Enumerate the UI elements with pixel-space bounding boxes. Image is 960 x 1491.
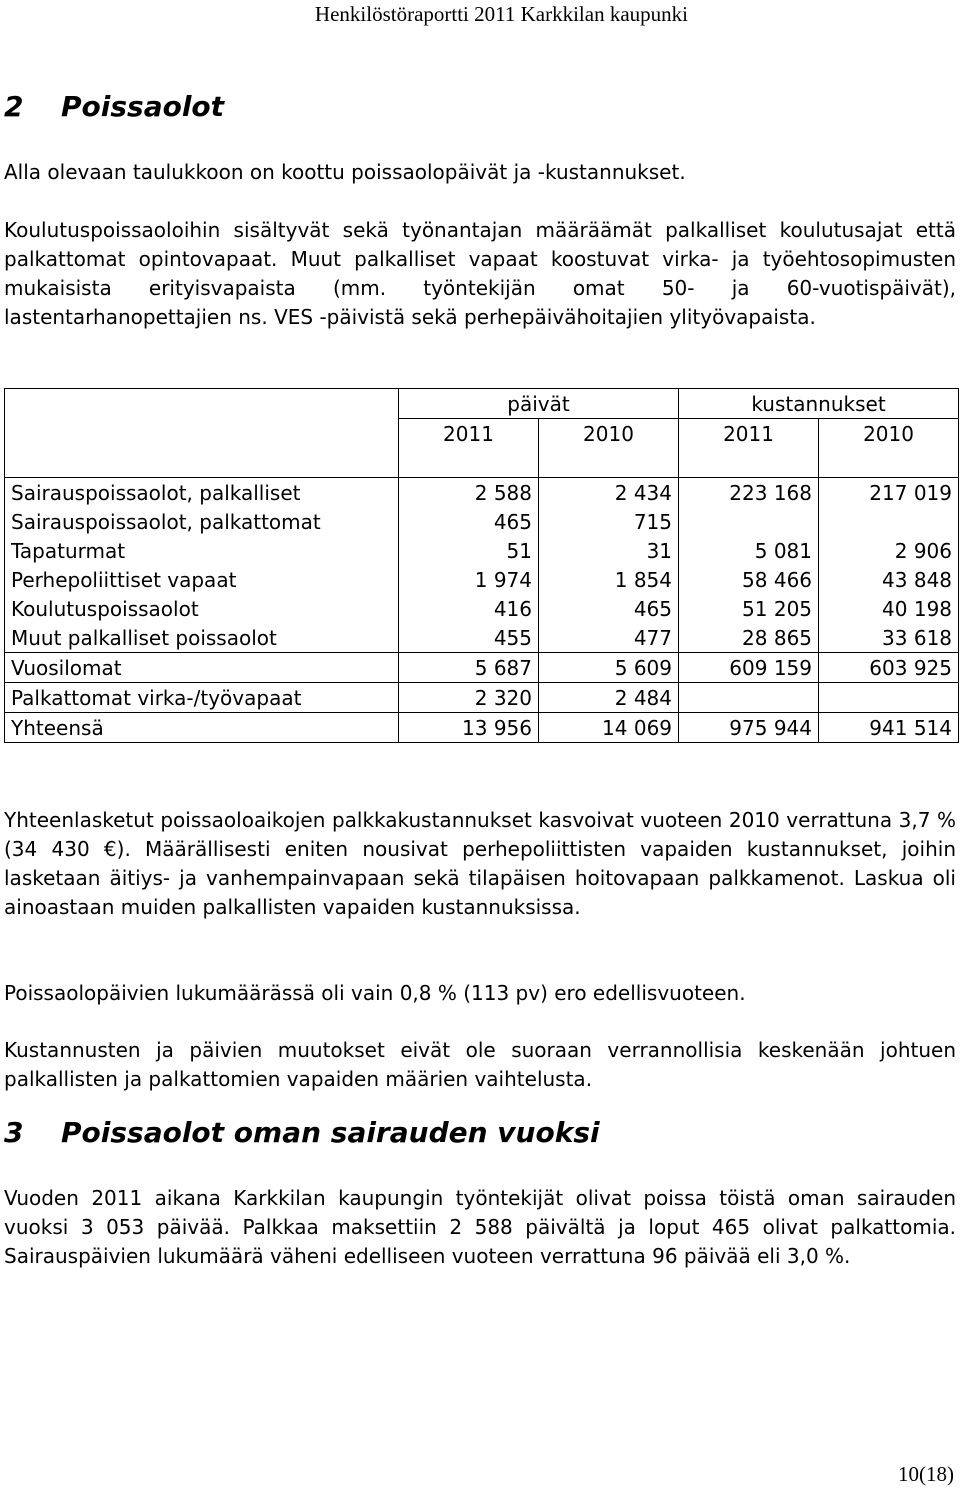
intro-paragraph: Alla olevaan taulukkoon on koottu poissaolopäivät ja -kustannukset. bbox=[4, 160, 686, 184]
section-2-title: Poissaolot bbox=[61, 90, 225, 123]
cell: 2 484 bbox=[539, 683, 679, 713]
table-row bbox=[5, 594, 959, 623]
page-number: 10(18) bbox=[898, 1462, 954, 1486]
cell: 28 865 bbox=[679, 623, 819, 653]
cell: 1 974 bbox=[399, 565, 539, 594]
cell: 58 466 bbox=[679, 565, 819, 594]
row-label: Palkattomat virka-/työvapaat bbox=[5, 683, 399, 713]
cell: 465 bbox=[539, 594, 679, 623]
days-paragraph: Poissaolopäivien lukumäärässä oli vain 0,8 % (113 pv) ero edellisvuoteen. bbox=[4, 981, 746, 1005]
table-row bbox=[5, 683, 959, 713]
cell: 416 bbox=[399, 594, 539, 623]
table-row bbox=[5, 623, 959, 653]
days-group-header: päivät bbox=[399, 389, 679, 419]
sick-leave-paragraph: Vuoden 2011 aikana Karkkilan kaupungin työntekijät olivat poissa töistä oman sairauden vuoksi 3 053 päivää. Palkkaa maksettiin 2 588 päivältä ja loput 465 olivat palkattomia. Sairauspäivien lukumäärä väheni edelliseen vuoteen verrattuna 96 päivää eli 3,0 %. bbox=[4, 1186, 956, 1268]
cell: 5 687 bbox=[399, 653, 539, 683]
table-total-row bbox=[5, 713, 959, 743]
row-label: Sairauspoissaolot, palkattomat bbox=[5, 507, 399, 536]
row-label: Muut palkalliset poissaolot bbox=[5, 623, 399, 653]
cell: 715 bbox=[539, 507, 679, 536]
cell: 5 609 bbox=[539, 653, 679, 683]
table-row bbox=[5, 536, 959, 565]
cell: 1 854 bbox=[539, 565, 679, 594]
cell: 2 588 bbox=[399, 478, 539, 508]
table-spacer-row bbox=[5, 448, 959, 478]
cell: 13 956 bbox=[399, 713, 539, 743]
cell: 2 320 bbox=[399, 683, 539, 713]
cell: 477 bbox=[539, 623, 679, 653]
cell: 51 205 bbox=[679, 594, 819, 623]
cell bbox=[819, 507, 959, 536]
cell: 609 159 bbox=[679, 653, 819, 683]
section-2-number: 2 bbox=[4, 90, 24, 123]
costs-group-header: kustannukset bbox=[679, 389, 959, 419]
table-row bbox=[5, 565, 959, 594]
cell bbox=[679, 683, 819, 713]
absence-table bbox=[4, 388, 959, 743]
cell: 941 514 bbox=[819, 713, 959, 743]
section-3-heading bbox=[4, 1116, 600, 1149]
page-header: Henkilöstöraportti 2011 Karkkilan kaupunki bbox=[314, 2, 688, 26]
row-label: Yhteensä bbox=[5, 713, 399, 743]
table-year-header-row bbox=[5, 419, 959, 449]
cell: 14 069 bbox=[539, 713, 679, 743]
table-corner-cell bbox=[5, 389, 399, 419]
changes-paragraph: Kustannusten ja päivien muutokset eivät ole suoraan verrannollisia keskenään johtuen palkallisten ja palkattomien vapaiden määrien vaihtelusta. bbox=[4, 1038, 956, 1091]
year-header: 2010 bbox=[819, 419, 959, 449]
row-label: Sairauspoissaolot, palkalliset bbox=[5, 478, 399, 508]
section-2-heading bbox=[4, 90, 224, 123]
table-row bbox=[5, 478, 959, 508]
cell: 5 081 bbox=[679, 536, 819, 565]
cell: 33 618 bbox=[819, 623, 959, 653]
cell: 31 bbox=[539, 536, 679, 565]
table-row bbox=[5, 653, 959, 683]
cell: 217 019 bbox=[819, 478, 959, 508]
cell: 455 bbox=[399, 623, 539, 653]
section-3-title: Poissaolot oman sairauden vuoksi bbox=[61, 1116, 600, 1149]
year-header: 2011 bbox=[679, 419, 819, 449]
year-header: 2010 bbox=[539, 419, 679, 449]
cell: 2 906 bbox=[819, 536, 959, 565]
definitions-paragraph: Koulutuspoissaoloihin sisältyvät sekä työnantajan määräämät palkalliset koulutusajat että palkattomat opintovapaat. Muut palkalliset vapaat koostuvat virka- ja työehtosopimusten mukaisista erityisvapaista (mm. työntekijän omat 50- ja 60-vuotispäivät), lastentarhanopettajien ns. VES -päivistä sekä perhepäivähoitajien ylityövapaista. bbox=[4, 218, 956, 329]
cell bbox=[679, 507, 819, 536]
row-label: Vuosilomat bbox=[5, 653, 399, 683]
cell: 43 848 bbox=[819, 565, 959, 594]
table-row bbox=[5, 507, 959, 536]
cell: 2 434 bbox=[539, 478, 679, 508]
row-label: Koulutuspoissaolot bbox=[5, 594, 399, 623]
cell: 40 198 bbox=[819, 594, 959, 623]
cell: 975 944 bbox=[679, 713, 819, 743]
row-label: Perhepoliittiset vapaat bbox=[5, 565, 399, 594]
costs-paragraph: Yhteenlasketut poissaoloaikojen palkkakustannukset kasvoivat vuoteen 2010 verrattuna 3,7 % (34 430 €). Määrällisesti eniten nousivat perhepoliittisten vapaiden kustannukset, joihin lasketaan äitiys- ja vanhempainvapaan sekä tilapäisen hoitovapaan palkkamenot. Laskua oli ainoastaan muiden palkallisten vapaiden kustannuksissa. bbox=[4, 808, 956, 919]
year-header: 2011 bbox=[399, 419, 539, 449]
cell bbox=[819, 683, 959, 713]
cell: 51 bbox=[399, 536, 539, 565]
cell: 223 168 bbox=[679, 478, 819, 508]
cell: 465 bbox=[399, 507, 539, 536]
row-label: Tapaturmat bbox=[5, 536, 399, 565]
table-group-header-row bbox=[5, 389, 959, 419]
section-3-number: 3 bbox=[4, 1116, 24, 1149]
cell: 603 925 bbox=[819, 653, 959, 683]
